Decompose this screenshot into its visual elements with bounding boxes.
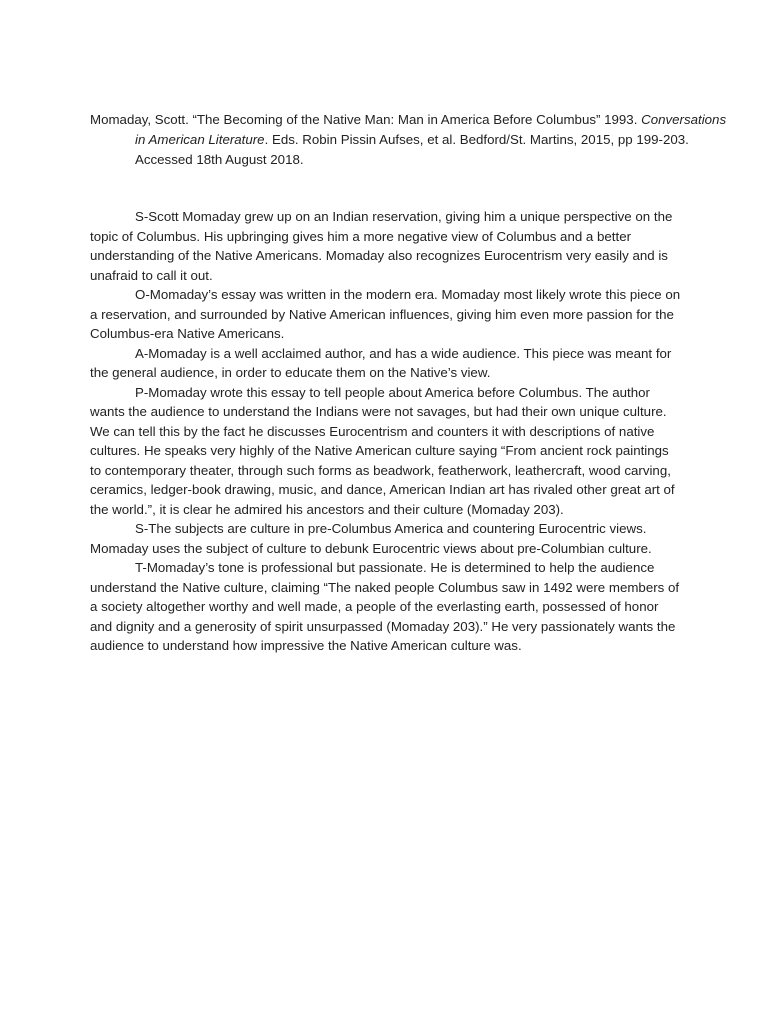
citation-publication-details: . Eds. Robin Pissin Aufses, et al. Bedford/St. Martins, 2015, pp 199-203. Accessed 18th August 2018. bbox=[135, 131, 689, 167]
works-cited-entry bbox=[90, 110, 730, 169]
paragraph-subject: S-The subjects are culture in pre-Columbus America and countering Eurocentric views. Momaday uses the subject of culture to debunk Eurocentric views about pre-Columbian culture. bbox=[90, 521, 652, 556]
paragraph-tone: T-Momaday’s tone is professional but passionate. He is determined to help the audience understand the Native culture, claiming “The naked people Columbus saw in 1492 were members of a society altogether worthy and well made, a people of the everlasting earth, possessed of honor and dignity and a generosity of spirit unsurpassed (Momaday 203).” He very passionately wants the audience to understand how impressive the Native American culture was. bbox=[90, 560, 680, 653]
citation-author-and-title: Momaday, Scott. “The Becoming of the Native Man: Man in America Before Columbus” 1993. bbox=[90, 112, 642, 127]
paragraph-speaker: S-Scott Momaday grew up on an Indian reservation, giving him a unique perspective on the topic of Columbus. His upbringing gives him a more negative view of Columbus and a better understanding of the Native Americans. Momaday also recognizes Eurocentrism very easily and is unafraid to call it out. bbox=[90, 209, 673, 283]
soapstone-analysis bbox=[90, 207, 682, 656]
citation-book-title: Conversations in American Literature bbox=[135, 112, 727, 147]
paragraph-purpose: P-Momaday wrote this essay to tell people about America before Columbus. The author wants the audience to understand the Indians were not savages, but had their own unique culture. We can tell this by the fact he discusses Eurocentrism and counters it with descriptions of native cultures. He speaks very highly of the Native American culture saying “From ancient rock paintings to contemporary theater, through such forms as beadwork, featherwork, leathercraft, wood carving, ceramics, ledger-book drawing, music, and dance, American Indian art has rivaled other great art of the world.”, it is clear he admired his ancestors and their culture (Momaday 203). bbox=[90, 384, 675, 517]
paragraph-occasion: O-Momaday’s essay was written in the modern era. Momaday most likely wrote this piece on a reservation, and surrounded by Native American influences, giving him even more passion for the Columbus-era Native Americans. bbox=[90, 287, 681, 341]
paragraph-audience: A-Momaday is a well acclaimed author, and has a wide audience. This piece was meant for the general audience, in order to educate them on the Native’s view. bbox=[90, 345, 672, 380]
